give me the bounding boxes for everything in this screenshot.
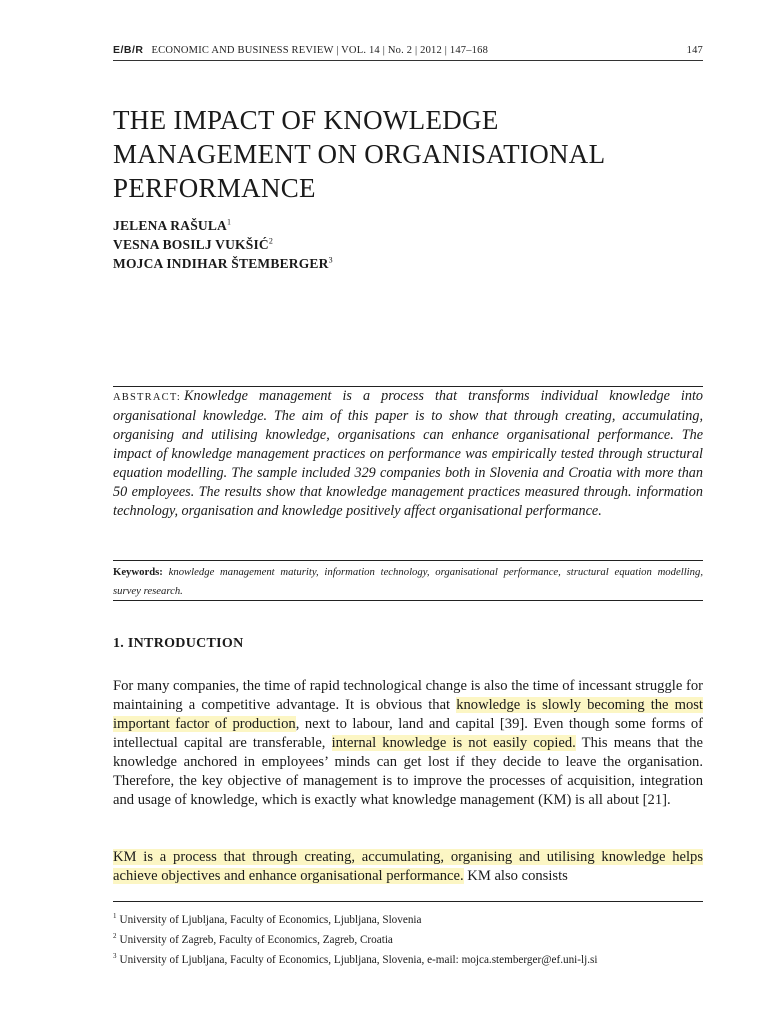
- affiliation-mark: 1: [227, 217, 232, 227]
- footnote-text: University of Zagreb, Faculty of Economics, Zagreb, Croatia: [119, 934, 393, 946]
- keywords-bottom-rule: [113, 600, 703, 601]
- text-run: For many companies, the time of rapid technological change is also the time of incessant struggle for maintaining a competitive advantage. It is obvious that: [113, 678, 703, 713]
- author: [113, 254, 703, 273]
- header-rule: [113, 60, 703, 61]
- highlighted-text: knowledge is slowly becoming the most important factor of production: [113, 697, 703, 732]
- journal-logo: E/B/R: [113, 44, 144, 56]
- abstract-text: Knowledge management is a process that transforms individual knowledge into organisational knowledge. The aim of this paper is to show that through creating, accumulating, organising and utilising knowledge, organisations can enhance organisational performance. The impact of knowledge management practices on performance was empirically tested through structural equation modelling. The sample included 329 companies both in Slovenia and Croatia with more than 50 employees. The results show that knowledge management practices measured through. information technology, organisation and knowledge positively affect organisational performance.: [113, 388, 703, 519]
- journal-citation: ECONOMIC AND BUSINESS REVIEW | VOL. 14 | No. 2 | 2012 | 147–168: [151, 45, 489, 56]
- highlighted-text: KM is a process that through creating, accumulating, organising and utilising knowledge helps achieve objectives and enhance organisational performance.: [113, 849, 703, 884]
- author: [113, 216, 703, 235]
- affiliation-mark: 3: [328, 255, 333, 265]
- text-run: This means that the knowledge anchored in employees’ minds can get lost if they decide to leave the organisation. Therefore, the key objective of management is to improve the processes of acquisition, integration and usage of knowledge, which is exactly what knowledge management (KM) is all about [21].: [113, 735, 703, 808]
- page-number: 147: [686, 45, 703, 56]
- text-run: KM also consists: [463, 868, 568, 884]
- author-name: MOJCA INDIHAR ŠTEMBERGER: [113, 256, 329, 271]
- footnote: [113, 930, 703, 950]
- footnote: [113, 950, 703, 970]
- title-line: PERFORMANCE: [113, 173, 316, 203]
- title-line: MANAGEMENT ON ORGANISATIONAL: [113, 139, 606, 169]
- author-name: JELENA RAŠULA: [113, 218, 228, 233]
- header-left: [113, 44, 488, 56]
- footnote-mark: 2: [113, 932, 117, 941]
- footnote: [113, 910, 703, 930]
- author-name: VESNA BOSILJ VUKŠIĆ: [113, 237, 269, 252]
- abstract: [113, 387, 703, 521]
- running-header: [113, 44, 703, 56]
- text-run: , next to labour, land and capital [39]. Even though some forms of intellectual capital are transferable,: [113, 716, 703, 751]
- keywords-label: Keywords:: [113, 566, 163, 578]
- footnotes: [113, 910, 703, 970]
- intro-paragraph-1: [113, 677, 703, 810]
- keywords: [113, 563, 703, 601]
- footnote-mark: 1: [113, 912, 117, 921]
- footnote-rule: [113, 901, 703, 902]
- section-heading: 1. INTRODUCTION: [113, 636, 244, 651]
- paper-title: [113, 103, 703, 205]
- keywords-text: knowledge management maturity, information technology, organisational performance, structural equation modelling, survey research.: [113, 566, 704, 597]
- footnote-text: University of Ljubljana, Faculty of Economics, Ljubljana, Slovenia: [119, 914, 422, 926]
- author: [113, 235, 703, 254]
- footnote-mark: 3: [113, 952, 117, 961]
- footnote-text: University of Ljubljana, Faculty of Economics, Ljubljana, Slovenia, e-mail: mojca.stemberger@ef.uni-lj.si: [119, 954, 598, 966]
- author-list: [113, 216, 703, 273]
- affiliation-mark: 2: [268, 236, 274, 246]
- title-line: THE IMPACT OF KNOWLEDGE: [113, 105, 499, 135]
- highlighted-text: internal knowledge is not easily copied.: [331, 735, 576, 751]
- intro-paragraph-2: [113, 848, 703, 886]
- abstract-label: ABSTRACT:: [113, 392, 182, 403]
- keywords-top-rule: [113, 560, 703, 561]
